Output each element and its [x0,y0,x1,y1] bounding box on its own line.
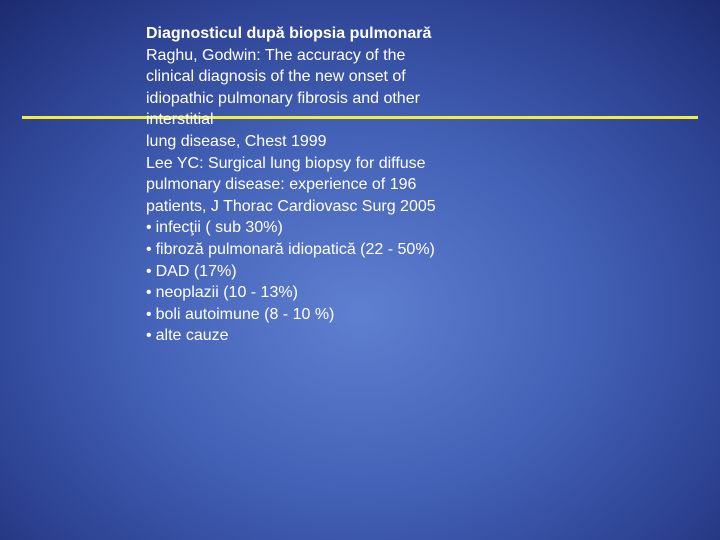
bullet-text: fibroză pulmonară idiopatică (22 - 50%) [155,240,435,258]
bullet-text: infecţii ( sub 30%) [155,219,283,237]
bullet-text: alte cauze [155,327,229,345]
bullet-icon: • [146,305,152,323]
bullet-item-other-causes [146,325,486,347]
bullet-icon: • [146,240,152,258]
bullet-item-dad [146,261,486,283]
bullet-item-neoplasms [146,282,486,304]
reference-line: interstitial [146,111,214,129]
bullet-text: DAD (17%) [155,262,237,280]
bullet-icon: • [146,262,152,280]
reference-line: patients, J Thorac Cardiovasc Surg 2005 [146,197,436,215]
slide-title: Diagnosticul după biopsia pulmonară [146,25,432,42]
bullet-item-ipf [146,239,486,261]
reference-line: pulmonary disease: experience of 196 [146,176,417,194]
slide-content [146,23,486,347]
reference-line: Lee YC: Surgical lung biopsy for diffuse [146,154,426,172]
reference-line: lung disease, Chest 1999 [146,132,327,150]
bullet-icon: • [146,327,152,345]
reference-line: clinical diagnosis of the new onset of [146,68,406,86]
bullet-text: neoplazii (10 - 13%) [155,284,298,302]
reference-line: Raghu, Godwin: The accuracy of the [146,46,406,64]
bullet-item-infections [146,217,486,239]
reference-line: idiopathic pulmonary fibrosis and other [146,89,420,107]
bullet-icon: • [146,219,152,237]
bullet-item-autoimmune [146,304,486,326]
bullet-icon: • [146,284,152,302]
bullet-text: boli autoimune (8 - 10 %) [155,305,335,323]
